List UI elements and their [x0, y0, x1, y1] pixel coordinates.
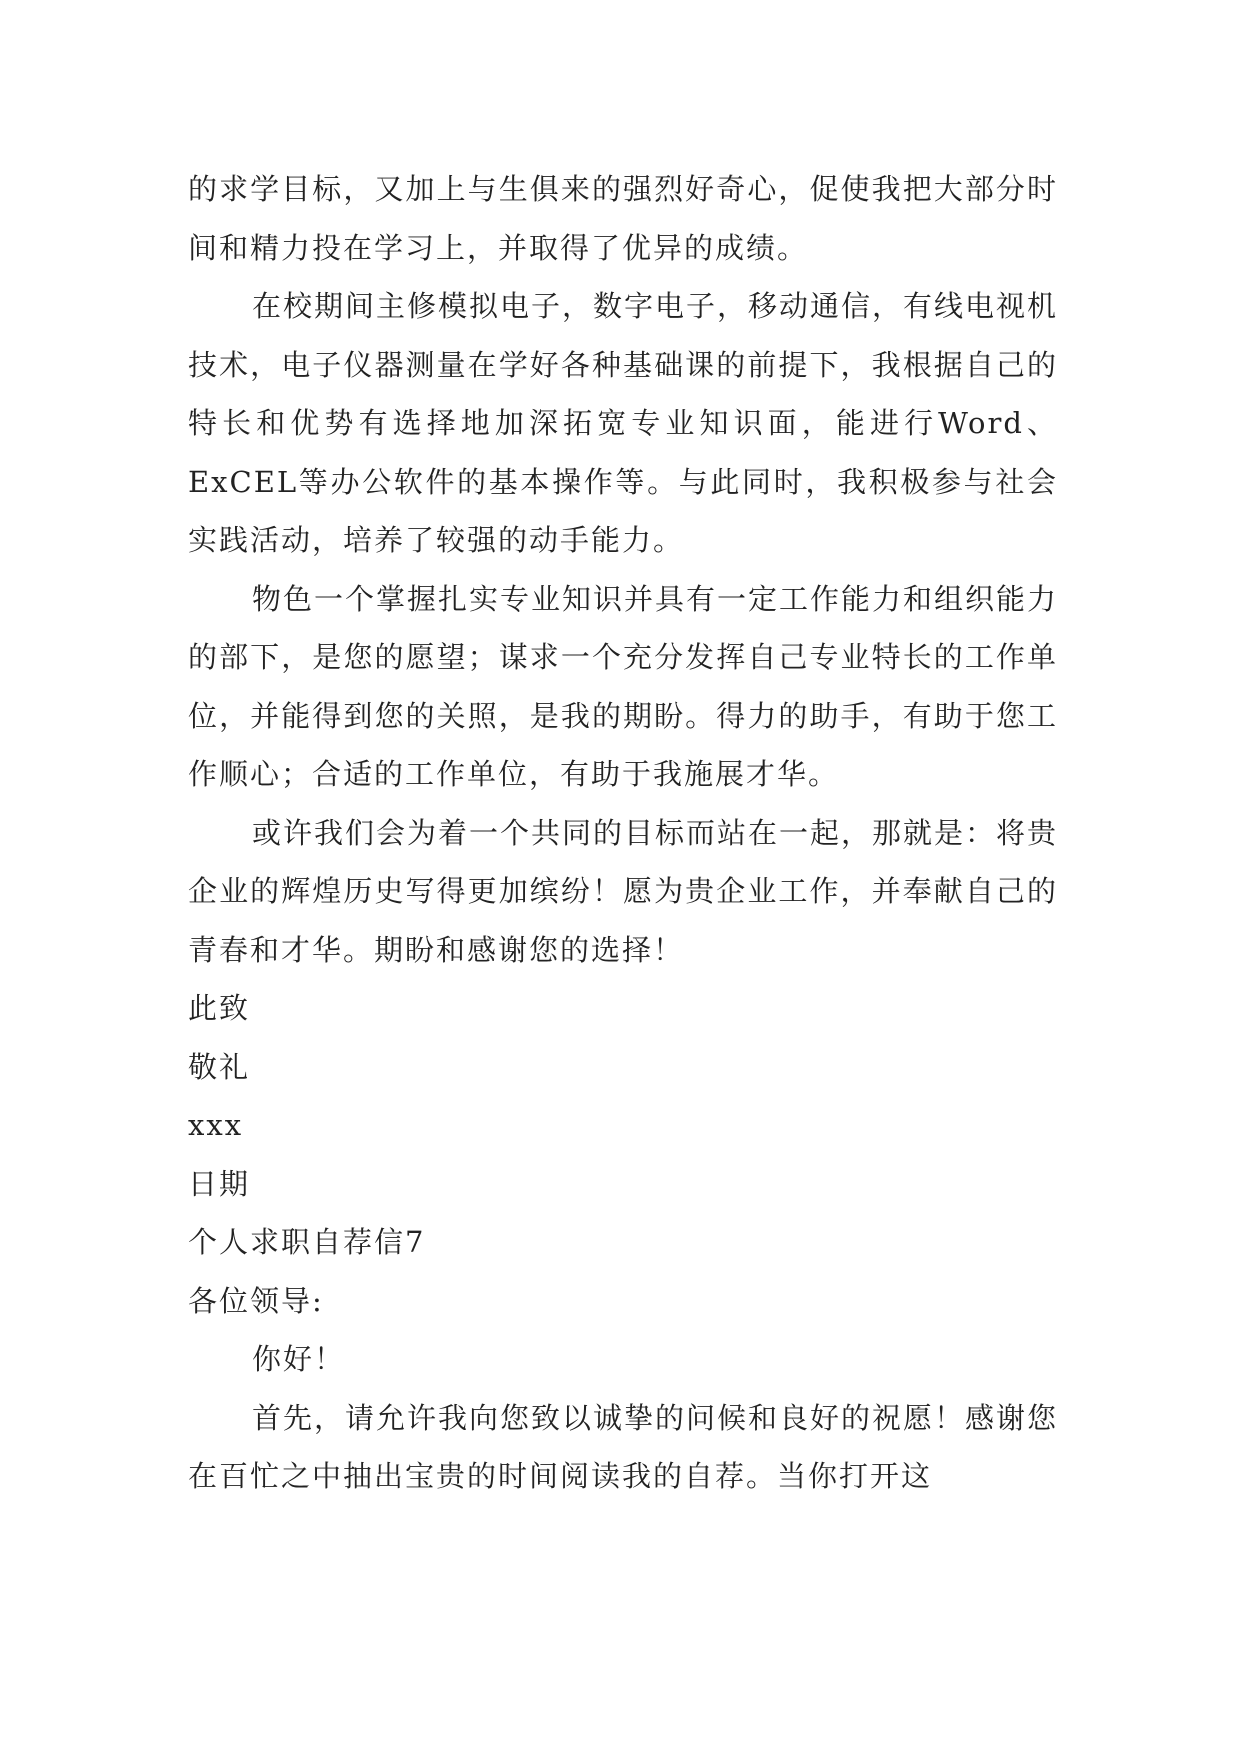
next-letter-hello: 你好！ [252, 1342, 346, 1376]
paragraph-common-goal: 或许我们会为着一个共同的目标而站在一起，那就是：将贵企业的辉煌历史写得更加缤纷！愿为贵企业工作，并奉献自己的青春和才华。期盼和感谢您的选择！ [188, 815, 1059, 967]
closing-respect: 敬礼 [188, 1049, 251, 1084]
paragraph-mutual-needs: 物色一个掌握扎实专业知识并具有一定工作能力和组织能力的部下，是您的愿望；谋求一个充分发挥自己专业特长的工作单位，并能得到您的关照，是我的期盼。得力的助手，有助于您工作顺心；合适的工作单位，有助于我施展才华。 [188, 581, 1059, 791]
signature: xxx [188, 1108, 244, 1142]
paragraph-study-goal: 的求学目标，又加上与生俱来的强烈好奇心，促使我把大部分时间和精力投在学习上，并取得了优异的成绩。 [188, 172, 1058, 265]
closing-salute: 此致 [188, 991, 251, 1025]
paragraph-courses: 在校期间主修模拟电子，数字电子，移动通信，有线电视机技术，电子仪器测量在学好各种基础课的前提下，我根据自己的特长和优势有选择地加深拓宽专业知识面，能进行Word、ExCEL等办公软件的基本操作等。与此同时，我积极参与社会实践活动，培养了较强的动手能力。 [188, 289, 1059, 557]
letter-date: 日期 [188, 1166, 251, 1201]
letter-body [188, 160, 1058, 1506]
next-letter-opening: 首先，请允许我向您致以诚挚的问候和良好的祝愿！感谢您在百忙之中抽出宝贵的时间阅读我的自荐。当你打开这 [188, 1400, 1059, 1493]
next-letter-title: 个人求职自荐信7 [188, 1225, 426, 1259]
next-letter-greeting: 各位领导: [188, 1283, 324, 1318]
